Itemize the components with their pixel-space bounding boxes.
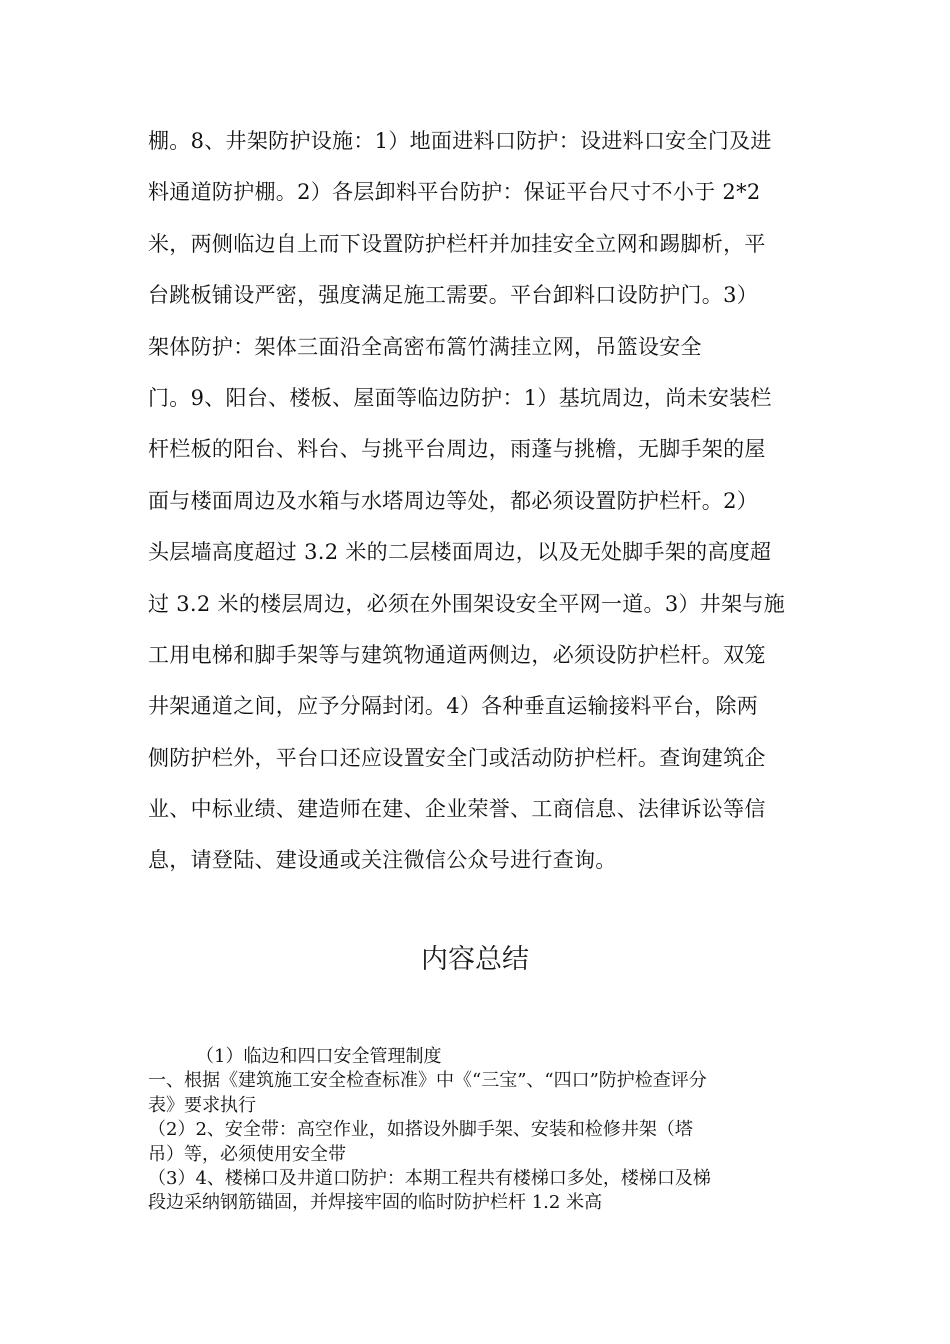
body-line: 面与楼面周边及水箱与水塔周边等处，都必须设置防护栏杆。2） [148, 488, 759, 513]
summary-line: （1）临边和四口安全管理制度 [196, 1046, 442, 1067]
body-line: 架体防护：架体三面沿全高密布篙竹满挂立网，吊篮设安全 [148, 334, 702, 359]
body-line: 台跳板铺设严密，强度满足施工需要。平台卸料口设防护门。3） [148, 283, 759, 308]
body-line: 米，两侧临边自上而下设置防护栏杆并加挂安全立网和踢脚析，平 [148, 231, 766, 256]
summary-line: 一、根据《建筑施工安全检查标准》中《“三宝”、“四口”防护检查评分 [148, 1070, 707, 1092]
summary-line: （3）4、楼梯口及井道口防护：本期工程共有楼梯口多处，楼梯口及梯 [148, 1167, 711, 1189]
body-line: 息，请登陆、建设通或关注微信公众号进行查询。 [148, 848, 617, 873]
summary-line: 段边采纳钢筋锚固，并焊接牢固的临时防护栏杆 1.2 米高 [148, 1192, 603, 1214]
body-line: 料通道防护棚。2）各层卸料平台防护：保证平台尺寸不小于 2*2 [148, 180, 761, 205]
body-line: 棚。8、井架防护设施：1）地面进料口防护：设进料口安全门及进 [148, 129, 772, 153]
body-line: 杆栏板的阳台、料台、与挑平台周边，雨蓬与挑檐，无脚手架的屋 [148, 437, 766, 462]
summary-text [148, 1045, 808, 1216]
summary-line: 表》要求执行 [148, 1094, 256, 1116]
body-line: 业、中标业绩、建造师在建、企业荣誉、工商信息、法律诉讼等信 [148, 797, 766, 822]
summary-heading: 内容总结 [421, 944, 529, 975]
body-line: 井架通道之间，应予分隔封闭。4）各种垂直运输接料平台，除两 [148, 694, 759, 719]
summary-line: 吊）等，必须使用安全带 [148, 1143, 346, 1165]
body-line: 头层墙高度超过 3.2 米的二层楼面周边，以及无处脚手架的高度超 [148, 540, 772, 565]
body-line: 过 3.2 米的楼层周边，必须在外围架设安全平网一道。3）井架与施 [148, 591, 786, 616]
body-line: 工用电梯和脚手架等与建筑物通道两侧边，必须设防护栏杆。双笼 [148, 642, 766, 667]
body-line: 门。9、阳台、楼板、屋面等临边防护：1）基坑周边，尚未安装栏 [148, 385, 772, 410]
body-text [148, 116, 808, 887]
body-line: 侧防护栏外，平台口还应设置安全门或活动防护栏杆。查询建筑企 [148, 745, 766, 770]
summary-line: （2）2、安全带：高空作业，如搭设外脚手架、安装和检修井架（塔 [148, 1119, 693, 1141]
